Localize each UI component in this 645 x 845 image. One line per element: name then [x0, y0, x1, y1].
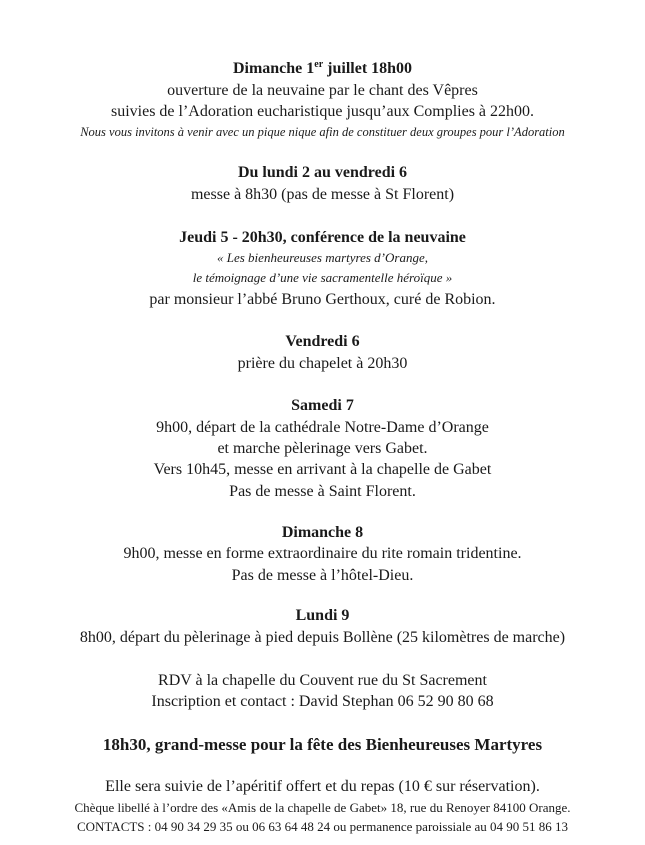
section-title-friday: Vendredi 6 — [285, 333, 360, 350]
section-text: Pas de messe à Saint Florent. — [229, 483, 416, 500]
section-title-thursday: Jeudi 5 - 20h30, conférence de la neuvaine — [179, 229, 466, 246]
section-text: par monsieur l’abbé Bruno Gerthoux, curé de Robion. — [149, 291, 496, 308]
section-note: Nous vous invitons à venir avec un pique nique afin de constituer deux groupes pour l’Adoration — [80, 125, 565, 139]
final-text: Elle sera suivie de l’apéritif offert et du repas (10 € sur réservation). — [105, 778, 540, 795]
title-text: Dimanche 1 — [232, 60, 315, 77]
final-cheque: Chèque libellé à l’ordre des «Amis de la chapelle de Gabet» 18, rue du Renoyer 84100 Orange. — [74, 800, 571, 815]
section-text: 9h00, départ de la cathédrale Notre-Dame d’Orange — [156, 419, 489, 436]
title-superscript: er — [314, 59, 324, 70]
section-title-sunday-1 — [0, 59, 645, 79]
rdv-contact: Inscription et contact : David Stephan 06 52 90 80 68 — [151, 693, 494, 710]
section-title-monday-friday: Du lundi 2 au vendredi 6 — [237, 164, 408, 181]
section-text: et marche pèlerinage vers Gabet. — [217, 440, 428, 457]
final-contacts: CONTACTS : 04 90 34 29 35 ou 06 63 64 48 24 ou permanence paroissiale au 04 90 51 86 13 — [76, 819, 569, 834]
conference-title-line2: le témoignage d’une vie sacramentelle héroïque » — [192, 270, 453, 285]
section-title-sunday-8: Dimanche 8 — [281, 524, 364, 541]
section-text: ouverture de la neuvaine par le chant des Vêpres — [167, 82, 478, 99]
title-text-end: juillet 18h00 — [323, 60, 413, 77]
section-title-monday-9: Lundi 9 — [295, 607, 350, 624]
rdv-location: RDV à la chapelle du Couvent rue du St Sacrement — [158, 672, 487, 689]
section-title-saturday: Samedi 7 — [291, 397, 354, 414]
section-text: 9h00, messe en forme extraordinaire du rite romain tridentine. — [123, 545, 522, 562]
conference-title-line1: « Les bienheureuses martyres d’Orange, — [217, 250, 428, 265]
final-title: 18h30, grand-messe pour la fête des Bienheureuses Martyres — [102, 735, 543, 754]
section-text: Pas de messe à l’hôtel-Dieu. — [231, 567, 414, 584]
section-text: prière du chapelet à 20h30 — [237, 355, 408, 372]
section-text: Vers 10h45, messe en arrivant à la chapelle de Gabet — [153, 461, 492, 478]
section-text: suivies de l’Adoration eucharistique jusqu’aux Complies à 22h00. — [110, 103, 535, 120]
section-text: 8h00, départ du pèlerinage à pied depuis Bollène (25 kilomètres de marche) — [79, 629, 566, 646]
section-text: messe à 8h30 (pas de messe à St Florent) — [190, 186, 455, 203]
